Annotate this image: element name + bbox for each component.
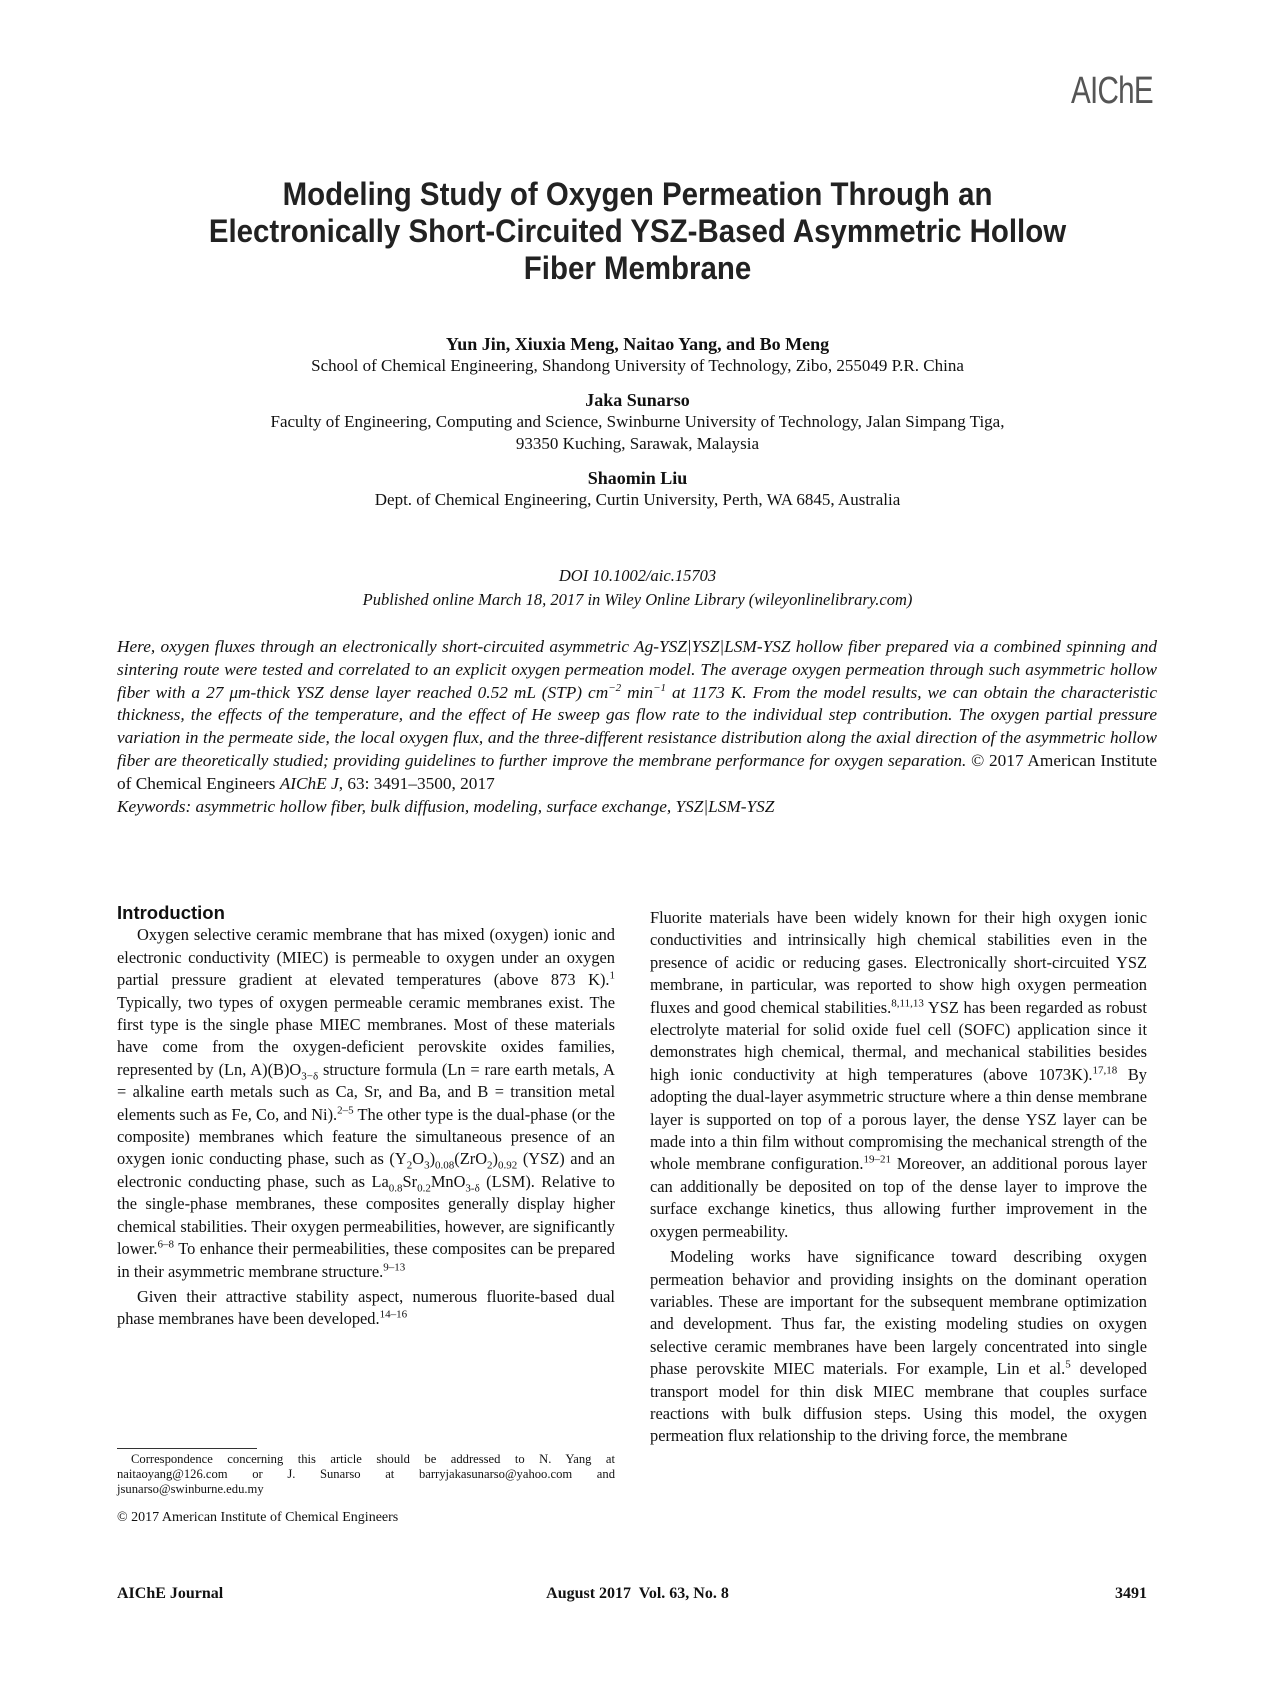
published-online: Published online March 18, 2017 in Wiley Online Library (wileyonlinelibrary.com) bbox=[362, 590, 913, 609]
citation-ref: 9–13 bbox=[383, 1261, 406, 1274]
abstract-copyright: © 2017 American Institute of Chemical Engineers bbox=[117, 750, 1157, 793]
author-affiliation: Dept. of Chemical Engineering, Curtin University, Perth, WA 6845, Australia bbox=[374, 490, 901, 509]
journal-abbreviation: AIChE J bbox=[279, 773, 339, 793]
right-column bbox=[650, 907, 1147, 1448]
paragraph: Given their attractive stability aspect, numerous fluorite-based dual phase membranes have been developed.$^{14-16}$ bbox=[117, 1286, 615, 1329]
left-column bbox=[117, 902, 615, 1331]
keywords: Keywords: asymmetric hollow fiber, bulk diffusion, modeling, surface exchange, YSZ|LSM-YSZ bbox=[117, 796, 775, 816]
author-affiliation: Faculty of Engineering, Computing and Science, Swinburne University of Technology, Jalan Simpang Tiga, bbox=[270, 412, 1005, 431]
copyright-note: © 2017 American Institute of Chemical Engineers bbox=[117, 1510, 399, 1525]
citation-ref: 8,11,13 bbox=[891, 997, 924, 1010]
paragraph: Oxygen selective ceramic membrane that has mixed (oxygen) ionic and electronic conductivity (MIEC) is permeable to oxygen under an oxygen partial pressure gradient at elevated temperatures (above 873 K).$^1$ Typically, two types of oxygen permeable ceramic membranes exist. The first type is the single phase MIEC membranes. Most of these materials have come from the oxygen-deficient perovskite oxides families, represented by (Ln, $A)(B)O_{3-\delta}$ structure formula (Ln = rare earth metals, A = alkaline earth metals such as Ca, Sr, and Ba, and B = transition metal elements such as Fe, Co, and Ni).$^{2-5}$ The other type is the dual-phase (or the composite) membranes which feature the simultaneous presence of an oxygen ionic conducting phase, such as $(Y_2O_3)_{0.08}(ZrO_2)_{0.92}$ (YSZ) and an electronic conducting phase, such as $La_{0.8}Sr_{0.2}MnO_{3-\delta}$ (LSM). Relative to the single-phase membranes, these composites generally display higher chemical stabilities. Their oxygen permeabilities, however, are significantly lower.$^{6-8}$ To enhance their permeabilities, these composites can be prepared in their asymmetric membrane structure.$^{9-13}$ bbox=[117, 925, 616, 1281]
correspondence-footnote: Correspondence concerning this article should be addressed to N. Yang at naitaoyang@126.com or J. Sunarso at barryjakasunarso@yahoo.com and jsunarso@swinburne.edu.my bbox=[117, 1452, 615, 1496]
author-names: Jaka Sunarso bbox=[585, 390, 690, 410]
citation-ref: 6–8 bbox=[157, 1238, 175, 1251]
title-line: Modeling Study of Oxygen Permeation Through an bbox=[282, 176, 993, 212]
journal-logo: AIChE bbox=[1071, 70, 1153, 112]
author-affiliation: School of Chemical Engineering, Shandong University of Technology, Zibo, 255049 P.R. China bbox=[311, 356, 964, 375]
title-line: Electronically Short-Circuited YSZ-Based Asymmetric Hollow bbox=[208, 213, 1067, 249]
article-title bbox=[120, 176, 1155, 287]
author-block bbox=[120, 333, 1155, 511]
author-affiliation: 93350 Kuching, Sarawak, Malaysia bbox=[515, 434, 760, 453]
paragraph: Fluorite materials have been widely known for their high oxygen ionic conductivities and intrinsically high chemical stabilities even in the presence of acidic or reducing gases. Electronically short-circuited YSZ membrane, in particular, was reported to show high oxygen permeation fluxes and good chemical stabilities.$^{8,11,13}$ YSZ has been regarded as robust electrolyte material for solid oxide fuel cell (SOFC) application since it demonstrates high chemical, thermal, and mechanical stabilities besides high ionic conductivity at high temperatures (above 1073K).$^{17,18}$ By adopting the dual-layer asymmetric structure where a thin dense membrane layer is supported on top of a porous layer, the dense YSZ layer can be made into a thin film without compromising the mechanical strength of the whole membrane configuration.$^{19-21}$ Moreover, an additional porous layer can additionally be deposited on top of the dense layer to improve the surface exchange kinetics, thus allowing further improvement in the oxygen permeability. bbox=[650, 908, 1148, 1241]
doi: DOI 10.1002/aic.15703 bbox=[558, 566, 717, 585]
publication-info bbox=[120, 564, 1155, 612]
footer-journal: AIChE Journal bbox=[117, 1585, 224, 1602]
citation-ref: 5 bbox=[1065, 1358, 1071, 1371]
citation-ref: 19–21 bbox=[863, 1154, 891, 1166]
title-line: Fiber Membrane bbox=[523, 250, 752, 286]
citation-ref: 17,18 bbox=[1092, 1064, 1118, 1077]
page-number: 3491 bbox=[1115, 1585, 1147, 1602]
author-names: Shaomin Liu bbox=[587, 468, 688, 488]
abstract-citation: , 63: 3491–3500, 2017 bbox=[338, 773, 495, 793]
abstract: Here, oxygen fluxes through an electronically short-circuited asymmetric Ag-YSZ|YSZ|LSM-YSZ hollow fiber prepared via a combined spinning and sintering route were tested and correlated to an explicit oxygen permeation model. The average oxygen permeation through such asymmetric hollow fiber with a 27 μm-thick YSZ dense layer reached 0.52 mL (STP) $cm^{-2}$ $\min^{-1}$ at 1173 K. From the model results, we can obtain the characteristic thickness, the effects of the temperature, and the effect of He sweep gas flow rate to the individual step contribution. The oxygen partial pressure variation in the permeate side, the local oxygen flux, and the three-different resistance distribution along the axial direction of the asymmetric hollow fiber are theoretically studied; providing guidelines to further improve the membrane performance for oxygen separation. © 2017 American Institute of Chemical Engineers AIChE J, 63: 3491–3500, 2017 Keywords: asymmetric hollow fiber, bulk diffusion, modeling, surface exchange, YSZ|LSM-YSZ bbox=[117, 636, 1157, 818]
section-heading: Introduction bbox=[117, 902, 225, 923]
footer-issue: August 2017 Vol. 63, No. 8 bbox=[546, 1585, 729, 1602]
footnote-rule bbox=[117, 1448, 257, 1449]
citation-ref: 14–16 bbox=[379, 1308, 408, 1321]
author-names: Yun Jin, Xiuxia Meng, Naitao Yang, and Bo Meng bbox=[445, 334, 830, 354]
citation-ref: 2–5 bbox=[337, 1104, 354, 1117]
paragraph: Modeling works have significance toward describing oxygen permeation behavior and providing insights on the dominant operation variables. These are important for the subsequent membrane optimization and development. Thus far, the existing modeling studies on oxygen selective ceramic membranes have been largely concentrated into single phase perovskite MIEC materials. For example, Lin et al.$^5$ developed transport model for thin disk MIEC membrane that couples surface reactions with bulk diffusion steps. Using this model, the oxygen permeation flux relationship to the driving force, the membrane bbox=[650, 1247, 1148, 1446]
citation-ref: 1 bbox=[609, 969, 615, 982]
